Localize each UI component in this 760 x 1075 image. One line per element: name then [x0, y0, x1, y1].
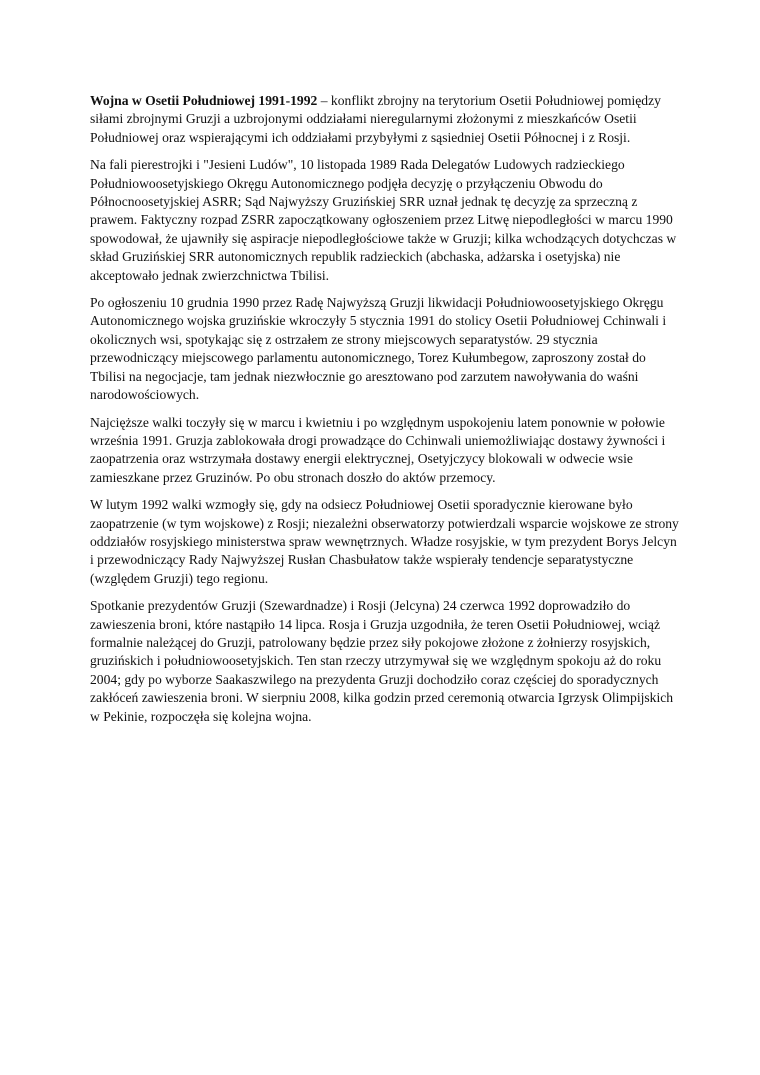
intro-paragraph	[90, 92, 680, 147]
paragraph-1: Na fali pierestrojki i "Jesieni Ludów", 10 listopada 1989 Rada Delegatów Ludowych radzieckiego Południowoosetyjskiego Okręgu Autonomicznego podjęła decyzję o przyłączeniu Obwodu do Północnoosetyjskiej ASRR; Sąd Najwyższy Gruzińskiej SRR uznał jednak tę decyzję za sprzeczną z prawem. Faktyczny rozpad ZSRR zapoczątkowany ogłoszeniem przez Litwę niepodległości w marcu 1990 spowodował, że ujawniły się aspiracje niepodległościowe także w Gruzji; kilka wchodzących dotychczas w skład Gruzińskiej SRR autonomicznych republik radzieckich (abchaska, adżarska i osetyjska) nie akceptowało jednak zwierzchnictwa Tbilisi.	[90, 157, 677, 283]
article-title: Wojna w Osetii Południowej 1991-1992	[90, 93, 318, 108]
paragraph-4: W lutym 1992 walki wzmogły się, gdy na odsiecz Południowej Osetii sporadycznie kierowane było zaopatrzenie (w tym wojskowe) z Rosji; niezależni obserwatorzy potwierdzali wsparcie wojskowe ze strony oddziałów rosyjskiego ministerstwa spraw wewnętrznych. Władze rosyjskie, w tym prezydent Borys Jelcyn i przewodniczący Rady Najwyższej Rusłan Chasbułatow także wspierały tendencje separatystyczne (względem Gruzji) tego regionu.	[90, 497, 679, 586]
paragraph-5: Spotkanie prezydentów Gruzji (Szewardnadze) i Rosji (Jelcyna) 24 czerwca 1992 doprowadziło do zawieszenia broni, które nastąpiło 14 lipca. Rosja i Gruzja uzgodniła, że teren Osetii Południowej, wciąż formalnie należącej do Gruzji, patrolowany będzie przez siły pokojowe złożone z żołnierzy rosyjskich, gruzińskich i południowoosetyjskich. Ten stan rzeczy utrzymywał się we względnym spokoju aż do roku 2004; gdy po wyborze Saakaszwilego na prezydenta Gruzji dochodziło coraz częściej do sporadycznych zakłóceń zawieszenia broni. W sierpniu 2008, kilka godzin przed ceremonią otwarcia Igrzysk Olimpijskich w Pekinie, rozpoczęła się kolejna wojna.	[90, 598, 674, 724]
article-body	[90, 92, 680, 735]
paragraph-3: Najcięższe walki toczyły się w marcu i kwietniu i po względnym uspokojeniu latem ponownie w połowie września 1991. Gruzja zablokowała drogi prowadzące do Cchinwali uniemożliwiając dostawy żywności i zaopatrzenia oraz wstrzymała dostawy energii elektrycznej, Osetyjczycy blokowali w odwecie wsie zamieszkane przez Gruzinów. Po obu stronach doszło do aktów przemocy.	[90, 414, 666, 485]
paragraph-2: Po ogłoszeniu 10 grudnia 1990 przez Radę Najwyższą Gruzji likwidacji Południowoosetyjskiego Okręgu Autonomicznego wojska gruzińskie wkroczyły 5 stycznia 1991 do stolicy Osetii Południowej Cchinwali i okolicznych wsi, spotykając się z ostrzałem ze strony miejscowych separatystów. 29 stycznia przewodniczący miejscowego parlamentu autonomicznego, Torez Kułumbegow, zaproszony został do Tbilisi na negocjacje, tam jednak niezwłocznie go aresztowano pod zarzutem nawoływania do waśni narodowościowych.	[90, 295, 667, 403]
intro-text: – konflikt zbrojny na terytorium Osetii Południowej pomiędzy siłami zbrojnymi Gruzji a uzbrojonymi oddziałami nieregularnymi złożonymi z mieszkańców Osetii Południowej oraz wspierającymi ich oddziałami przybyłymi z sąsiedniej Osetii Północnej i z Rosji.	[90, 93, 661, 145]
